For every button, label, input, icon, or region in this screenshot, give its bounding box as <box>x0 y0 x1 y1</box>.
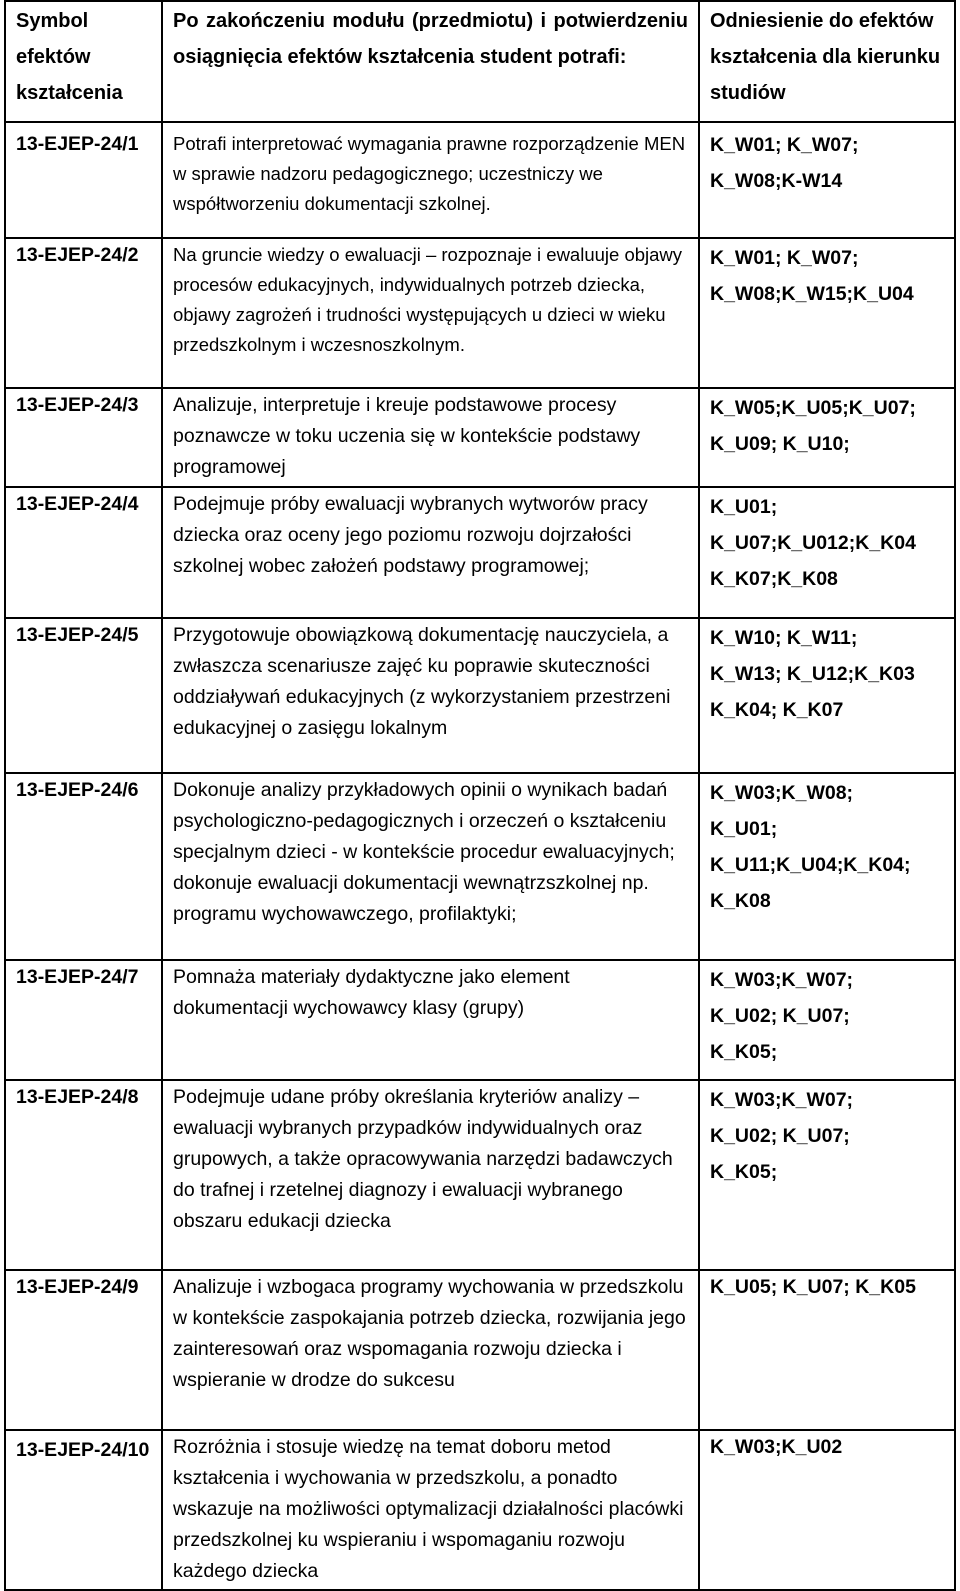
outcome-symbol: 13-EJEP-24/3 <box>5 388 162 487</box>
table-header <box>5 1 955 122</box>
outcome-reference: K_W03;K_W07; K_U02; K_U07; K_K05; <box>699 1080 955 1270</box>
table-row <box>5 122 955 238</box>
table-row <box>5 773 955 960</box>
outcome-description: Podejmuje udane próby określania kryteriów analizy – ewaluacji wybranych przypadków indywidualnych oraz grupowych, a także opracowywania narzędzi badawczych do trafnej i rzetelnej diagnozy i ewaluacji wybranego obszaru edukacji dziecka <box>162 1080 699 1270</box>
table-row <box>5 1430 955 1590</box>
outcome-description: Na gruncie wiedzy o ewaluacji – rozpoznaje i ewaluuje objawy procesów edukacyjnych, indywidualnych potrzeb dziecka, objawy zagrożeń i trudności występujących u dzieci w wieku przedszkolnym i wczesnoszkolnym. <box>162 238 699 388</box>
outcome-description: Rozróżnia i stosuje wiedzę na temat doboru metod kształcenia i wychowania w przedszkolu, a ponadto wskazuje na możliwości optymalizacji działalności placówki przedszkolnej ku wspieraniu i wspomaganiu rozwoju każdego dziecka <box>162 1430 699 1590</box>
outcome-reference: K_U05; K_U07; K_K05 <box>699 1270 955 1430</box>
outcome-symbol: 13-EJEP-24/5 <box>5 618 162 773</box>
outcome-description: Dokonuje analizy przykładowych opinii o wynikach badań psychologiczno-pedagogicznych i orzeczeń o kształceniu specjalnym dzieci - w kontekście procedur ewaluacyjnych; dokonuje ewaluacji dokumentacji wewnątrzszkolnej np. programu wychowawczego, profilaktyki; <box>162 773 699 960</box>
outcome-symbol: 13-EJEP-24/1 <box>5 122 162 238</box>
outcome-symbol: 13-EJEP-24/6 <box>5 773 162 960</box>
table-row <box>5 960 955 1080</box>
table-body <box>5 122 955 1590</box>
outcome-reference: K_W01; K_W07; K_W08;K_W15;K_U04 <box>699 238 955 388</box>
outcome-symbol: 13-EJEP-24/7 <box>5 960 162 1080</box>
outcome-description: Przygotowuje obowiązkową dokumentację nauczyciela, a zwłaszcza scenariusze zajęć ku poprawie skuteczności oddziaływań edukacyjnych (z wykorzystaniem przestrzeni edukacyjnej o zasięgu lokalnym <box>162 618 699 773</box>
outcome-reference: K_W03;K_W07; K_U02; K_U07; K_K05; <box>699 960 955 1080</box>
outcome-symbol: 13-EJEP-24/10 <box>5 1430 162 1590</box>
outcome-reference: K_W05;K_U05;K_U07; K_U09; K_U10; <box>699 388 955 487</box>
table-row <box>5 487 955 618</box>
outcome-reference: K_W03;K_U02 <box>699 1430 955 1590</box>
outcome-reference: K_U01; K_U07;K_U012;K_K04 K_K07;K_K08 <box>699 487 955 618</box>
header-reference: Odniesienie do efektów kształcenia dla kierunku studiów <box>699 1 955 122</box>
outcome-description: Analizuje, interpretuje i kreuje podstawowe procesy poznawcze w toku uczenia się w kontekście podstawy programowej <box>162 388 699 487</box>
outcome-reference: K_W03;K_W08; K_U01; K_U11;K_U04;K_K04; K_K08 <box>699 773 955 960</box>
learning-outcomes-table <box>4 0 956 1591</box>
header-description: Po zakończeniu modułu (przedmiotu) i potwierdzeniu osiągnięcia efektów kształcenia student potrafi: <box>162 1 699 122</box>
table-row <box>5 618 955 773</box>
outcome-symbol: 13-EJEP-24/9 <box>5 1270 162 1430</box>
outcome-symbol: 13-EJEP-24/2 <box>5 238 162 388</box>
header-row <box>5 1 955 122</box>
header-symbol: Symbol efektów kształcenia <box>5 1 162 122</box>
outcome-description: Potrafi interpretować wymagania prawne rozporządzenie MEN w sprawie nadzoru pedagogicznego; uczestniczy we współtworzeniu dokumentacji szkolnej. <box>162 122 699 238</box>
table-row <box>5 1080 955 1270</box>
table-row <box>5 388 955 487</box>
outcome-description: Analizuje i wzbogaca programy wychowania w przedszkolu w kontekście zaspokajania potrzeb dziecka, rozwijania jego zainteresowań oraz wspomagania rozwoju dziecka i wspieranie w drodze do sukcesu <box>162 1270 699 1430</box>
outcome-reference: K_W10; K_W11; K_W13; K_U12;K_K03 K_K04; K_K07 <box>699 618 955 773</box>
table-row <box>5 1270 955 1430</box>
outcome-symbol: 13-EJEP-24/8 <box>5 1080 162 1270</box>
outcome-reference: K_W01; K_W07; K_W08;K-W14 <box>699 122 955 238</box>
outcome-symbol: 13-EJEP-24/4 <box>5 487 162 618</box>
outcome-description: Pomnaża materiały dydaktyczne jako element dokumentacji wychowawcy klasy (grupy) <box>162 960 699 1080</box>
table-row <box>5 238 955 388</box>
outcome-description: Podejmuje próby ewaluacji wybranych wytworów pracy dziecka oraz oceny jego poziomu rozwoju dojrzałości szkolnej wobec założeń podstawy programowej; <box>162 487 699 618</box>
